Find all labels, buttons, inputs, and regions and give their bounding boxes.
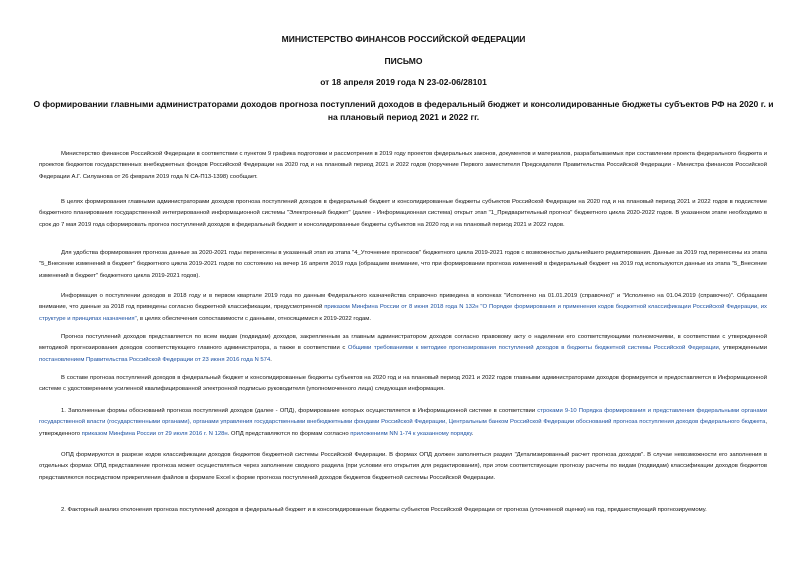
resolution-574-link[interactable]: постановлением Правительства Российской Федерации от 23 июня 2016 года N 574 xyxy=(39,356,271,363)
paragraph-7-text-c: . ОПД представляются по формам согласно xyxy=(227,430,351,437)
paragraph-8: ОПД формируются в разрезе кодов классификации доходов бюджетов бюджетной системы Российской Федерации. В формах ОПД должен заполняться раздел "Детализированный расчет прогноза доходов". В случае невозможности его заполнения в отдельных формах ОПД представление прогноза может осуществляться через заполнение сводного раздела (при условии его открытия для редактирования), при этом соответствующие прогнозу расчеты по видам (подвидам) классификации доходов бюджетов представляются посредством прикрепления файлов в формате Excel к форме прогноза поступлений доходов бюджетов бюджетной системы Российской Федерации. xyxy=(39,452,767,481)
paragraph-7 xyxy=(39,406,767,440)
paragraph-5-text-b: , утвержденными xyxy=(718,345,768,352)
order-128n-link[interactable]: приказом Минфина России от 29 июля 2016 г. N 128н xyxy=(81,430,228,437)
paragraph-7-text-a: 1. Заполненные формы обоснований прогноза поступлений доходов (далее - ОПД), формирование которых осуществляется в Информационной системе в соответствии xyxy=(61,408,538,414)
paragraph-4-text-b: , в целях обеспечения сопоставимости с данными, относящимися к 2019-2022 годам. xyxy=(136,315,371,322)
document-type-heading: ПИСЬМО xyxy=(384,56,423,66)
paragraph-4 xyxy=(39,291,767,325)
paragraph-5-text-a: Прогноз поступлений доходов представляется по всем видам (подвидам) доходов, закрепленным за главным администратором доходов согласно правовому акту о наделении его соответствующими полномочиями, в соответствии с утвержденной методикой прогнозирования доходов соответствующего главного администратора, а также в соответствии с xyxy=(39,334,767,352)
paragraph-2: В целях формирования главными администраторами доходов прогноза поступлений доходов в федеральный бюджет и консолидированные бюджеты субъектов Российской Федерации на 2020 год и на плановый период 2021 и 2022 годов в подсистеме бюджетного планирования государственной интегрированной информационной системы "Электронный бюджет" (далее - Информационная система) открыт этап "1_Предварительный прогноз" бюджетного цикла 2020-2022 годов. В указанном этапе необходимо в срок до 7 мая 2019 года сформировать прогноз поступлений доходов в федеральный бюджет и консолидированные бюджеты субъектов на 2020 год и на плановый период 2021 и 2022 годов. xyxy=(39,199,767,228)
paragraph-1: Министерство финансов Российской Федерации в соответствии с пунктом 9 графика подготовки и рассмотрения в 2019 году проектов федеральных законов, документов и материалов, разрабатываемых при составлении проекта федерального бюджета и проектов бюджетов государственных внебюджетных фондов Российской Федерации на 2020 год и на плановый период 2021 и 2022 годов (поручение Первого заместителя Председателя Правительства Российской Федерации - Министра финансов Российской Федерации А.Г. Силуанова от 26 февраля 2019 года N СА-П13-1398) сообщает. xyxy=(39,151,767,180)
paragraph-5 xyxy=(39,332,767,366)
paragraph-4-text-a: Информация о поступлении доходов в 2018 году и в первом квартале 2019 года по данным Федерального казначейства справочно приведена в колонках "Исполнено на 01.01.2019 (справочно)" и "Исполнено на 01.04.2019 (справочно)". Обращаем внимание, что данные за 2018 год приведены согласно бюджетной классификации, предусмотренной xyxy=(39,293,767,311)
paragraph-9: 2. Факторный анализ отклонения прогноза поступлений доходов в федеральный бюджет и в консолидированные бюджеты субъектов Российской Федерации от прогноза (уточненной оценки) на год, предшествующий прогнозируемому. xyxy=(61,507,707,513)
appendices-1-74-link[interactable]: приложениям NN 1-74 к указанному порядку xyxy=(350,430,472,437)
paragraph-6: В составе прогноза поступлений доходов в федеральный бюджет и консолидированные бюджеты субъектов на 2020 год и на плановый период 2021 и 2022 годов главными администраторами доходов формируется и предоставляется в Информационной системе с удостоверением усиленной квалифицированной электронной подписью руководителя (уполномоченного лица) следующая информация. xyxy=(39,375,767,393)
date-number-heading: от 18 апреля 2019 года N 23-02-06/28101 xyxy=(320,77,487,87)
paragraph-7-text-d: . xyxy=(471,430,474,437)
paragraph-3: Для удобства формирования прогноза данные за 2020-2021 годы перенесены в указанный этап из этапа "4_Уточнение прогнозов" бюджетного цикла 2019-2021 годов с возможностью дальнейшего редактирования. Данные за 2019 год перенесены из этапа "5_Внесение изменений в бюджет" бюджетного цикла 2019-2021 годов по состоянию на вечер 16 апреля 2019 года (обращаем внимание, что при формировании прогноза изменений в федеральный бюджет на 2019 год используются данные из этапа "5_Внесение изменений в бюджет" бюджетного цикла 2019-2021 годов). xyxy=(39,250,767,279)
ministry-heading: МИНИСТЕРСТВО ФИНАНСОВ РОССИЙСКОЙ ФЕДЕРАЦИИ xyxy=(281,34,526,44)
order-132n-link[interactable]: приказом Минфина России от 8 июня 2018 года N 132н "О Порядке формирования и применения кодов бюджетной классификации Российской Федерации, их структуре и принципах назначения" xyxy=(39,304,767,322)
general-requirements-link[interactable]: Общими требованиями к методике прогнозирования поступлений доходов в бюджеты бюджетной системы Российской Федерации xyxy=(347,345,719,352)
paragraph-7-text-b: , утвержденного xyxy=(39,419,767,437)
paragraph-5-text-c: . xyxy=(270,356,272,363)
document-title: О формировании главными администраторами доходов прогноза поступлений доходов в федеральный бюджет и консолидированные бюджеты субъектов РФ на 2020 г. и на плановый период 2021 и 2022 гг. xyxy=(33,99,774,122)
procedure-lines-9-10-link[interactable]: строками 9-10 Порядка формирования и представления федеральными органами государственной власти (государственными органами), органами управления государственными внебюджетными фондами Российской Федерации, Центральным банком Российской Федерации обоснований прогноза поступления доходов федерального бюджета xyxy=(39,408,767,426)
